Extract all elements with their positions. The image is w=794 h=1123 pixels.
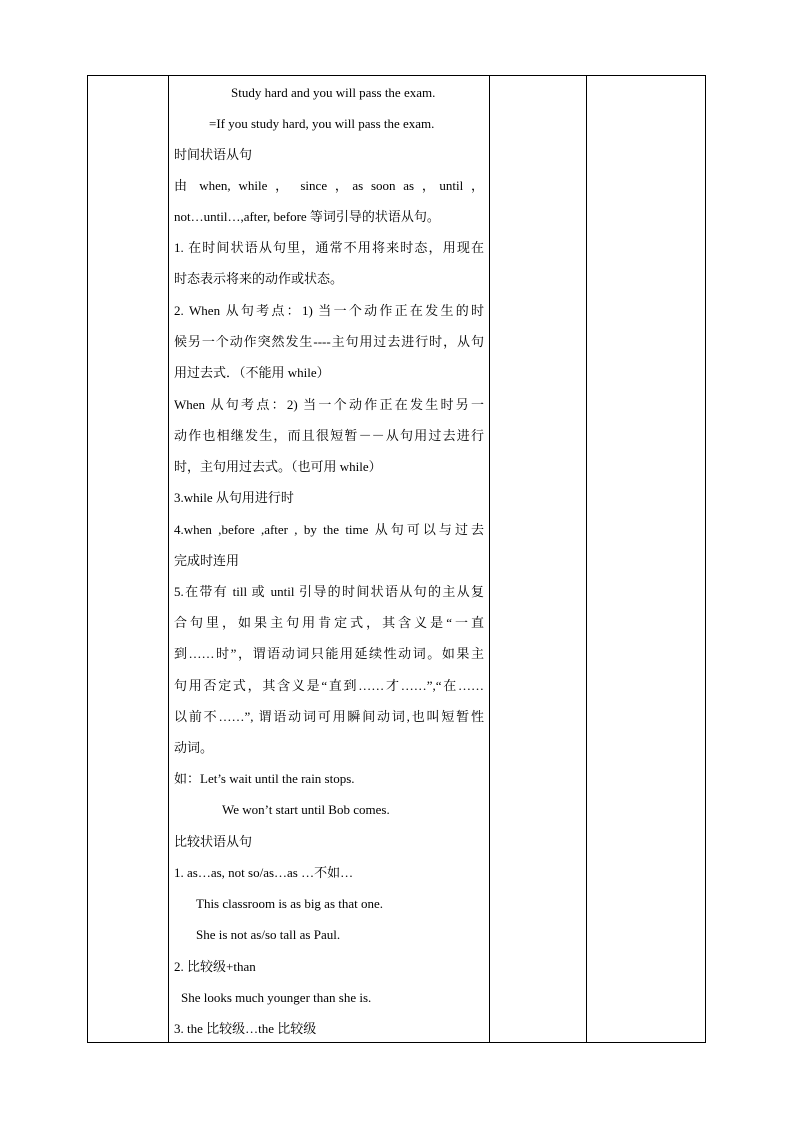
text-line: 候另一个动作突然发生----主句用过去进行时，从句 xyxy=(174,334,484,349)
text-line: 3. the 比较级…the 比较级 xyxy=(174,1021,317,1036)
text-line: 3.while 从句用进行时 xyxy=(174,490,294,505)
text-line: =If you study hard, you will pass the exam. xyxy=(209,116,435,131)
column-divider-1 xyxy=(168,76,169,1042)
text-line: Study hard and you will pass the exam. xyxy=(231,85,436,100)
text-line: This classroom is as big as that one. xyxy=(196,896,384,911)
text-line: 如：Let’s wait until the rain stops. xyxy=(174,771,355,786)
column-divider-3 xyxy=(586,76,587,1042)
text-line: 动词。 xyxy=(174,740,214,755)
text-line: When 从句考点：2) 当一个动作正在发生时另一 xyxy=(174,397,484,412)
text-line: 2. When 从句考点：1) 当一个动作正在发生的时 xyxy=(174,303,484,318)
section-heading: 时间状语从句 xyxy=(174,147,253,162)
text-line: 时态表示将来的动作或状态。 xyxy=(174,271,344,286)
text-line: 动作也相继发生，而且很短暂－－从句用过去进行 xyxy=(174,428,484,443)
text-line: 5.在带有 till 或 until 引导的时间状语从句的主从复 xyxy=(174,584,484,599)
text-line: She is not as/so tall as Paul. xyxy=(196,927,341,942)
text-line: 用过去式．（不能用 while） xyxy=(174,365,330,380)
text-line: We won’t start until Bob comes. xyxy=(222,802,390,817)
section-heading: 比较状语从句 xyxy=(174,834,253,849)
text-line: She looks much younger than she is. xyxy=(181,990,372,1005)
text-line: 到……时”，谓语动词只能用延续性动词。如果主 xyxy=(174,646,484,661)
text-line: 4.when ,before ,after , by the time 从句可以与过去 xyxy=(174,522,484,537)
text-line: 2. 比较级+than xyxy=(174,959,256,974)
text-line: 时，主句用过去式。（也可用 while） xyxy=(174,459,382,474)
text-line: 句用否定式，其含义是“直到……才……”,“在…… xyxy=(174,678,484,693)
text-line: 合句里，如果主句用肯定式，其含义是“一直 xyxy=(174,615,484,630)
text-line: 1. 在时间状语从句里，通常不用将来时态，用现在 xyxy=(174,240,484,255)
text-line: 由 when, while ， since ，as soon as ，until ， xyxy=(174,178,484,193)
text-line: 以前不……”, 谓语动词可用瞬间动词,也叫短暂性 xyxy=(174,709,484,724)
text-line: not…until…,after, before 等词引导的状语从句。 xyxy=(174,209,440,224)
text-line: 1. as…as, not so/as…as …不如… xyxy=(174,865,354,880)
column-divider-2 xyxy=(489,76,490,1042)
text-line: 完成时连用 xyxy=(174,553,240,568)
